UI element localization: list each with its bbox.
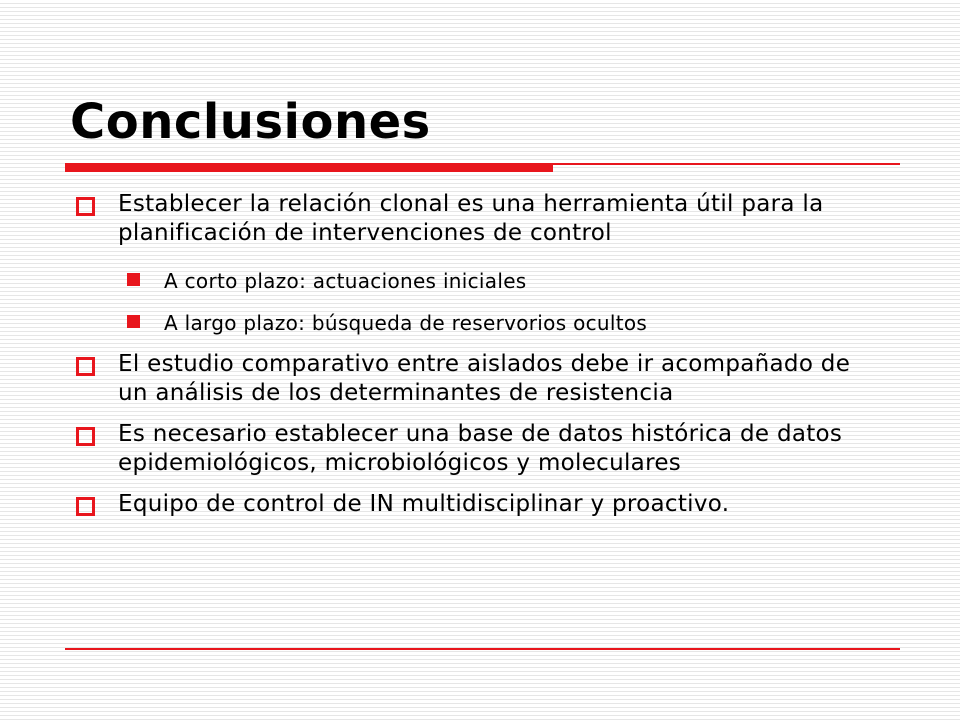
title-underline-thin	[553, 163, 900, 165]
sub-bullet-item	[72, 268, 872, 294]
bullet-item	[72, 420, 872, 478]
sub-bullet-text: A largo plazo: búsqueda de reservorios ocultos	[164, 311, 648, 335]
bullet-item	[72, 490, 872, 519]
bullet-text: Establecer la relación clonal es una herramienta útil para la planificación de intervenciones de control	[118, 191, 824, 246]
sub-bullet-text: A corto plazo: actuaciones iniciales	[164, 269, 527, 293]
slide-title: Conclusiones	[70, 94, 431, 150]
hollow-square-bullet-icon	[76, 197, 95, 216]
sub-bullet-item	[72, 310, 872, 336]
filled-square-bullet-icon	[127, 315, 140, 328]
hollow-square-bullet-icon	[76, 427, 95, 446]
footer-divider	[65, 648, 900, 650]
bullet-list	[72, 190, 872, 531]
bullet-item	[72, 190, 872, 248]
hollow-square-bullet-icon	[76, 497, 95, 516]
bullet-item	[72, 350, 872, 408]
bullet-text: Equipo de control de IN multidisciplinar y proactivo.	[118, 491, 730, 517]
bullet-text: El estudio comparativo entre aislados debe ir acompañado de un análisis de los determinantes de resistencia	[118, 351, 851, 406]
hollow-square-bullet-icon	[76, 357, 95, 376]
title-underline-thick	[65, 163, 553, 172]
filled-square-bullet-icon	[127, 273, 140, 286]
bullet-text: Es necesario establecer una base de datos histórica de datos epidemiológicos, microbiológicos y moleculares	[118, 421, 843, 476]
